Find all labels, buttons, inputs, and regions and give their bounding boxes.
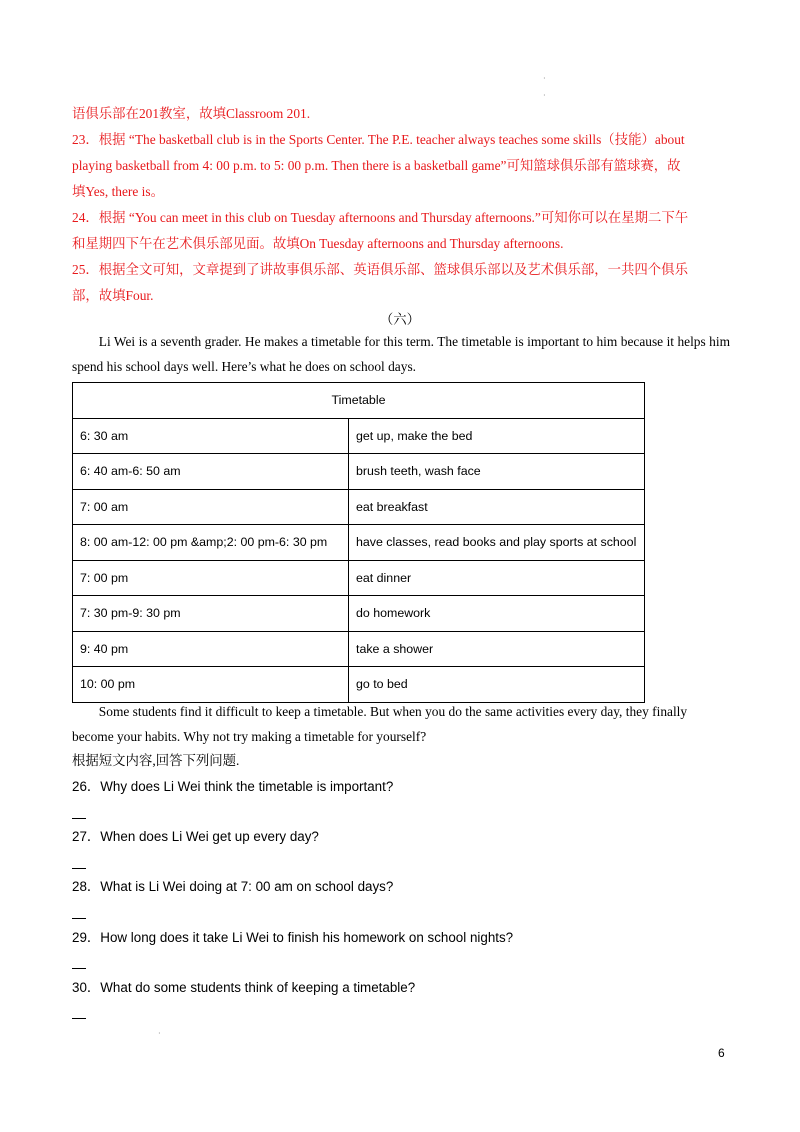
timetable-title: Timetable bbox=[73, 383, 645, 419]
answer-blank[interactable] bbox=[72, 1018, 86, 1019]
table-row bbox=[73, 418, 645, 454]
table-row bbox=[73, 489, 645, 525]
answer-blank[interactable] bbox=[72, 918, 86, 919]
time-cell: 9: 40 pm bbox=[73, 631, 349, 667]
answer-blank[interactable] bbox=[72, 818, 86, 819]
table-row bbox=[73, 560, 645, 596]
question-26: 26．Why does Li Wei think the timetable is important? bbox=[72, 779, 394, 794]
activity-cell: take a shower bbox=[349, 631, 645, 667]
answer-line: 填Yes, there is。 bbox=[72, 184, 165, 199]
activity-cell: eat breakfast bbox=[349, 489, 645, 525]
passage-outro: Some students find it difficult to keep a timetable. But when you do the same activities every day, they finally become your habits. Why not try making a timetable for yourself? bbox=[72, 704, 688, 744]
table-row bbox=[73, 454, 645, 490]
table-row bbox=[73, 631, 645, 667]
answer-explanations bbox=[72, 101, 730, 309]
question-29: 29．How long does it take Li Wei to finish his homework on school nights? bbox=[72, 930, 514, 945]
instruction-text: 根据短文内容,回答下列问题. bbox=[72, 753, 240, 768]
time-cell: 6: 40 am-6: 50 am bbox=[73, 454, 349, 490]
answer-line: 语俱乐部在201教室，故填Classroom 201. bbox=[72, 106, 311, 121]
timetable bbox=[72, 382, 645, 703]
answer-line: 24．根据 “You can meet in this club on Tuesday afternoons and Thursday afternoons.”可知你可以在星期二下午 bbox=[72, 210, 689, 225]
timetable-header-row bbox=[73, 383, 645, 419]
activity-cell: eat dinner bbox=[349, 560, 645, 596]
page-number: 6 bbox=[718, 1046, 725, 1060]
question-28: 28．What is Li Wei doing at 7: 00 am on school days? bbox=[72, 879, 394, 894]
time-cell: 7: 00 am bbox=[73, 489, 349, 525]
activity-cell: brush teeth, wash face bbox=[349, 454, 645, 490]
table-row bbox=[73, 596, 645, 632]
question-30: 30．What do some students think of keeping a timetable? bbox=[72, 980, 416, 995]
artifact-dot: · bbox=[543, 91, 546, 100]
activity-cell: have classes, read books and play sports at school bbox=[349, 525, 645, 561]
time-cell: 7: 30 pm-9: 30 pm bbox=[73, 596, 349, 632]
time-cell: 10: 00 pm bbox=[73, 667, 349, 703]
answer-line: 23．根据 “The basketball club is in the Sports Center. The P.E. teacher always teaches some skills（技能）about bbox=[72, 132, 685, 147]
answer-line: 和星期四下午在艺术俱乐部见面。故填On Tuesday afternoons and Thursday afternoons. bbox=[72, 236, 564, 251]
answer-blank[interactable] bbox=[72, 868, 86, 869]
activity-cell: go to bed bbox=[349, 667, 645, 703]
time-cell: 6: 30 am bbox=[73, 418, 349, 454]
time-cell: 8: 00 am-12: 00 pm &amp;2: 00 pm-6: 30 pm bbox=[73, 525, 349, 561]
passage-intro: Li Wei is a seventh grader. He makes a timetable for this term. The timetable is important to him because it helps him spend his school days well. Here’s what he does on school days. bbox=[72, 334, 730, 374]
table-row bbox=[73, 667, 645, 703]
answer-line: 部，故填Four. bbox=[72, 288, 154, 303]
artifact-dot: · bbox=[158, 1029, 161, 1038]
activity-cell: get up, make the bed bbox=[349, 418, 645, 454]
answer-blank[interactable] bbox=[72, 968, 86, 969]
activity-cell: do homework bbox=[349, 596, 645, 632]
question-27: 27．When does Li Wei get up every day? bbox=[72, 829, 319, 844]
table-row bbox=[73, 525, 645, 561]
time-cell: 7: 00 pm bbox=[73, 560, 349, 596]
artifact-dot: · bbox=[543, 74, 546, 83]
section-title: （六） bbox=[379, 312, 421, 327]
answer-line: 25．根据全文可知，文章提到了讲故事俱乐部、英语俱乐部、篮球俱乐部以及艺术俱乐部，一共四个俱乐 bbox=[72, 262, 688, 277]
answer-line: playing basketball from 4: 00 p.m. to 5: 00 p.m. Then there is a basketball game”可知篮球俱乐部有篮球赛，故 bbox=[72, 158, 681, 173]
